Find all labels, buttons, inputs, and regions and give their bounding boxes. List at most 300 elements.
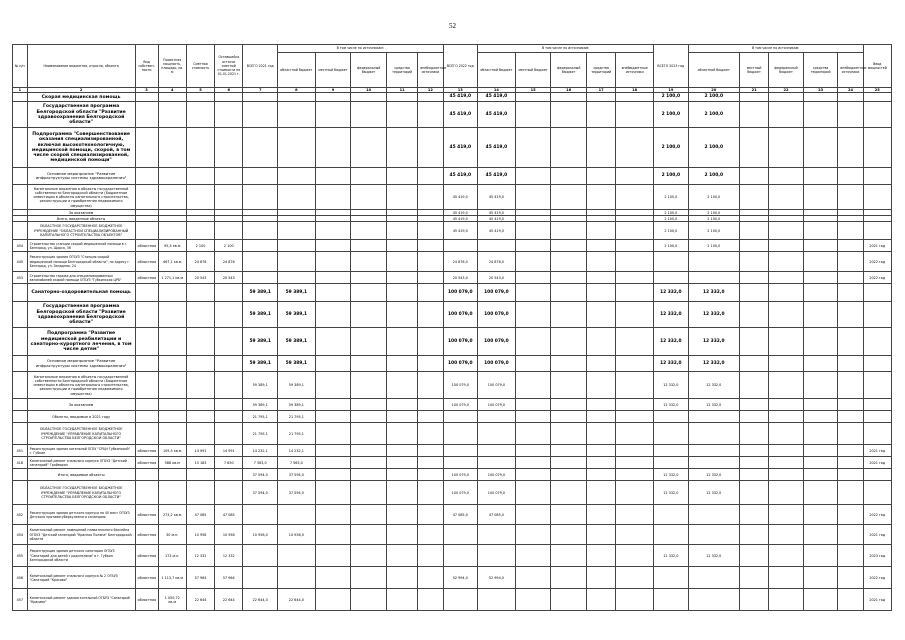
row-cell-c <box>863 302 891 328</box>
row-cell-x1 <box>418 457 443 469</box>
source-subheader: внебюджетные источники <box>838 53 863 88</box>
row-cell-o1: 37 594,0 <box>277 481 315 505</box>
row-cell-m2 <box>515 481 551 505</box>
source-subheader: областной бюджет <box>478 53 516 88</box>
row-cell-num <box>13 102 28 128</box>
row-cell-cap: 30 м.п. <box>158 525 186 545</box>
row-cell-type <box>135 93 158 102</box>
row-cell-t1: 21 795,1 <box>243 411 278 423</box>
row-cell-type <box>135 411 158 423</box>
row-cell-cost: 24 876 <box>186 252 214 272</box>
col-remaining-header: Оставшийся остаток сметной стоимости на 01.01.2021 г. <box>215 45 243 88</box>
source-subheader: областной бюджет <box>277 53 315 88</box>
row-name-cell: Капитальные вложения в объекты государственной собственности Белгородской области (Бюджетные инвестиции в объекты капитального строительства, реконструкции и приобретения недвижимого имущества) <box>27 372 135 399</box>
row-cell-type <box>135 128 158 168</box>
row-cell-o1: 59 389,1 <box>277 328 315 356</box>
row-cell-o2: 20 543,0 <box>478 272 516 284</box>
col-num-header: № п/п <box>13 45 28 88</box>
row-cell-t2 <box>443 423 478 445</box>
row-cell-x1 <box>418 302 443 328</box>
column-index-cell: 7 <box>243 88 278 93</box>
column-index-cell: 5 <box>186 88 214 93</box>
row-cell-m3 <box>739 589 768 611</box>
table-row <box>13 545 892 567</box>
row-cell-m2 <box>515 102 551 128</box>
row-cell-cap: 1 050,72 кв.м <box>158 589 186 611</box>
row-cell-t1 <box>243 567 278 589</box>
row-cell-x1 <box>418 525 443 545</box>
row-cell-s2 <box>586 302 615 328</box>
row-cell-o3 <box>688 457 739 469</box>
row-cell-x2 <box>616 505 654 525</box>
row-cell-o1 <box>277 545 315 567</box>
row-cell-o1 <box>277 505 315 525</box>
row-cell-t3: 12 332,0 <box>654 372 689 399</box>
row-cell-cap: 95,4 кв.м <box>158 240 186 252</box>
row-cell-x1 <box>418 589 443 611</box>
row-cell-rem: 2 100 <box>215 240 243 252</box>
row-cell-s3 <box>803 457 838 469</box>
row-cell-f1 <box>351 481 387 505</box>
col-capacity-header: Проектная мощность, площадь, кв. м <box>158 45 186 88</box>
row-cell-f2 <box>551 481 587 505</box>
row-cell-f2 <box>551 505 587 525</box>
row-cell-s2 <box>586 589 615 611</box>
row-cell-f3 <box>769 445 804 457</box>
row-cell-m3 <box>739 411 768 423</box>
column-index-cell: 22 <box>769 88 804 93</box>
row-cell-t2: 100 079,0 <box>443 302 478 328</box>
col-name-header: Наименование ведомства, отрасли, объекта <box>27 45 135 88</box>
row-cell-cost <box>186 102 214 128</box>
row-cell-rem <box>215 469 243 481</box>
table-body <box>13 93 892 611</box>
row-cell-o3: 12 332,0 <box>688 399 739 411</box>
row-cell-cap <box>158 185 186 210</box>
row-cell-s1 <box>386 302 417 328</box>
column-index-cell: 14 <box>478 88 516 93</box>
row-cell-m3 <box>739 469 768 481</box>
row-name-cell: За оказанием <box>27 210 135 216</box>
row-cell-o1: 7 563,0 <box>277 457 315 469</box>
row-cell-t2: 45 419,0 <box>443 93 478 102</box>
row-cell-t2 <box>443 457 478 469</box>
row-name-cell: Капитальный ремонт здания котельной ОГБУЗ "Санаторий "Красиво" <box>27 589 135 611</box>
row-cell-cap <box>158 222 186 240</box>
row-cell-x3 <box>838 284 863 302</box>
row-cell-cost: 2 100 <box>186 240 214 252</box>
row-cell-f2 <box>551 93 587 102</box>
row-name-cell: Подпрограмма "Развитие медицинской реабилитации и санаторно-курортного лечения, в том числе детям" <box>27 328 135 356</box>
row-cell-s3 <box>803 445 838 457</box>
row-cell-s1 <box>386 102 417 128</box>
source-subheader: внебюджетные источники <box>616 53 654 88</box>
row-cell-rem <box>215 356 243 372</box>
row-cell-t3: 12 332,0 <box>654 545 689 567</box>
row-cell-f3 <box>769 284 804 302</box>
row-cell-t1 <box>243 252 278 272</box>
row-cell-s1 <box>386 240 417 252</box>
row-cell-x2 <box>616 372 654 399</box>
row-cell-f3 <box>769 525 804 545</box>
table-row <box>13 399 892 411</box>
row-cell-c <box>863 185 891 210</box>
row-cell-cost <box>186 399 214 411</box>
row-cell-s3 <box>803 272 838 284</box>
row-cell-t3: 2 100,0 <box>654 128 689 168</box>
row-cell-x3 <box>838 445 863 457</box>
row-cell-o3: 2 100,0 <box>688 93 739 102</box>
row-cell-t2 <box>443 411 478 423</box>
page-number: 52 <box>449 22 456 30</box>
row-cell-x1 <box>418 185 443 210</box>
row-cell-x2 <box>616 102 654 128</box>
row-cell-m2 <box>515 372 551 399</box>
row-cell-rem <box>215 93 243 102</box>
row-cell-m1 <box>315 505 351 525</box>
row-cell-f2 <box>551 545 587 567</box>
row-cell-o3 <box>688 272 739 284</box>
row-cell-o2: 100 079,0 <box>478 356 516 372</box>
row-cell-m3 <box>739 128 768 168</box>
row-cell-x2 <box>616 423 654 445</box>
row-cell-t3 <box>654 272 689 284</box>
row-cell-t2: 100 079,0 <box>443 372 478 399</box>
row-cell-m2 <box>515 222 551 240</box>
table-row <box>13 411 892 423</box>
row-cell-type <box>135 222 158 240</box>
row-cell-s3 <box>803 222 838 240</box>
table-row <box>13 481 892 505</box>
row-cell-x3 <box>838 168 863 185</box>
row-cell-f2 <box>551 399 587 411</box>
row-cell-x1 <box>418 469 443 481</box>
row-cell-cap <box>158 356 186 372</box>
row-cell-f1 <box>351 328 387 356</box>
column-index-cell: 1 <box>13 88 28 93</box>
row-cell-f3 <box>769 469 804 481</box>
row-cell-t3: 2 100,0 <box>654 185 689 210</box>
row-cell-s1 <box>386 128 417 168</box>
row-cell-t3: 2 100,0 <box>654 168 689 185</box>
row-cell-t1 <box>243 545 278 567</box>
row-cell-s1 <box>386 372 417 399</box>
row-cell-s3 <box>803 356 838 372</box>
row-cell-s2 <box>586 356 615 372</box>
row-cell-s1 <box>386 469 417 481</box>
row-cell-cost: 57 964 <box>186 567 214 589</box>
row-cell-m1 <box>315 240 351 252</box>
row-name-cell: Подпрограмма "Совершенствование оказания специализированной, включая высокотехнологичную, медицинской помощи, скорой, в том числе скорой специализированной, медицинской помощи" <box>27 128 135 168</box>
row-cell-x3 <box>838 505 863 525</box>
row-cell-s3 <box>803 589 838 611</box>
row-cell-o2: 47 085,0 <box>478 505 516 525</box>
row-cell-m1 <box>315 128 351 168</box>
row-cell-x1 <box>418 222 443 240</box>
row-cell-o1: 59 389,1 <box>277 284 315 302</box>
row-cell-cap <box>158 93 186 102</box>
row-name-cell: Всего, введенные объекты <box>27 216 135 222</box>
row-cell-t2: 24 876,0 <box>443 252 478 272</box>
row-cell-f2 <box>551 525 587 545</box>
row-cell-x1 <box>418 481 443 505</box>
row-cell-t3 <box>654 525 689 545</box>
row-cell-s1 <box>386 356 417 372</box>
row-cell-m3 <box>739 168 768 185</box>
row-cell-m1 <box>315 356 351 372</box>
row-cell-o2: 45 419,0 <box>478 128 516 168</box>
row-cell-x3 <box>838 457 863 469</box>
row-cell-t2 <box>443 240 478 252</box>
row-cell-m2 <box>515 567 551 589</box>
row-cell-m1 <box>315 102 351 128</box>
row-cell-f1 <box>351 445 387 457</box>
row-cell-s2 <box>586 168 615 185</box>
row-cell-f3 <box>769 93 804 102</box>
row-cell-x3 <box>838 423 863 445</box>
row-cell-m3 <box>739 328 768 356</box>
row-cell-o3: 2 100,0 <box>688 222 739 240</box>
row-cell-num <box>13 356 28 372</box>
row-cell-c: 2021 год <box>863 457 891 469</box>
row-cell-x1 <box>418 128 443 168</box>
row-cell-m3 <box>739 372 768 399</box>
row-cell-t2: 100 079,0 <box>443 284 478 302</box>
row-cell-x1 <box>418 445 443 457</box>
row-cell-o2: 100 079,0 <box>478 302 516 328</box>
row-cell-s1 <box>386 399 417 411</box>
row-cell-f3 <box>769 545 804 567</box>
row-name-cell: Реконструкция здания ОГБУЗ "Станция скорой медицинской помощи Белгородской области", по адресу г. Белгород, ул. Западная, 24 <box>27 252 135 272</box>
row-cell-c <box>863 399 891 411</box>
table-row <box>13 272 892 284</box>
row-cell-x3 <box>838 481 863 505</box>
row-cell-num: 451 <box>13 445 28 457</box>
row-cell-s3 <box>803 411 838 423</box>
row-cell-cost <box>186 481 214 505</box>
row-cell-m3 <box>739 93 768 102</box>
row-cell-t2: 20 543,0 <box>443 272 478 284</box>
row-cell-x1 <box>418 356 443 372</box>
row-cell-m3 <box>739 102 768 128</box>
row-cell-m1 <box>315 252 351 272</box>
row-cell-t2: 45 419,0 <box>443 128 478 168</box>
row-cell-o1: 59 389,1 <box>277 356 315 372</box>
row-cell-f1 <box>351 423 387 445</box>
column-index-cell: 13 <box>443 88 478 93</box>
row-cell-o1 <box>277 168 315 185</box>
sources-2023-header: В том числе по источникам: <box>688 45 863 53</box>
column-index-cell: 17 <box>586 88 615 93</box>
row-cell-s2 <box>586 185 615 210</box>
row-cell-m3 <box>739 423 768 445</box>
row-cell-x1 <box>418 93 443 102</box>
row-cell-o2: 100 079,0 <box>478 399 516 411</box>
row-cell-t2: 100 079,0 <box>443 399 478 411</box>
row-cell-x1 <box>418 399 443 411</box>
row-cell-rem: 47 085 <box>215 505 243 525</box>
row-cell-m1 <box>315 545 351 567</box>
row-cell-type: областная <box>135 252 158 272</box>
row-cell-m2 <box>515 128 551 168</box>
row-cell-m2 <box>515 252 551 272</box>
row-cell-t3 <box>654 423 689 445</box>
table-row <box>13 525 892 545</box>
row-cell-rem: 10 958 <box>215 525 243 545</box>
row-cell-s3 <box>803 328 838 356</box>
row-cell-f3 <box>769 252 804 272</box>
row-cell-c: 2022 год <box>863 252 891 272</box>
row-cell-m2 <box>515 284 551 302</box>
row-cell-type: областная <box>135 457 158 469</box>
source-subheader: средства территорий <box>586 53 615 88</box>
row-cell-s1 <box>386 567 417 589</box>
row-cell-f3 <box>769 505 804 525</box>
row-cell-f3 <box>769 102 804 128</box>
row-cell-cap <box>158 399 186 411</box>
row-cell-x3 <box>838 372 863 399</box>
row-cell-t2: 100 079,0 <box>443 469 478 481</box>
row-cell-t1: 22 644,0 <box>243 589 278 611</box>
row-cell-t3: 12 332,0 <box>654 399 689 411</box>
row-cell-x3 <box>838 222 863 240</box>
row-cell-f1 <box>351 589 387 611</box>
row-cell-x2 <box>616 567 654 589</box>
row-cell-type <box>135 302 158 328</box>
row-cell-m2 <box>515 589 551 611</box>
row-cell-x3 <box>838 399 863 411</box>
row-cell-num: 456 <box>13 567 28 589</box>
row-cell-m1 <box>315 567 351 589</box>
row-name-cell: Скорая медицинская помощь <box>27 93 135 102</box>
source-subheader: средства территорий <box>386 53 417 88</box>
row-cell-cap: 467,1 кв.м <box>158 252 186 272</box>
row-cell-t2 <box>443 589 478 611</box>
col-cost-header: Сметная стоимость <box>186 45 214 88</box>
row-cell-o1: 59 389,1 <box>277 372 315 399</box>
row-cell-o2: 100 079,0 <box>478 481 516 505</box>
row-cell-type <box>135 372 158 399</box>
row-cell-x2 <box>616 252 654 272</box>
row-cell-cost: 47 085 <box>186 505 214 525</box>
row-cell-x1 <box>418 567 443 589</box>
row-cell-m3 <box>739 284 768 302</box>
row-cell-x3 <box>838 567 863 589</box>
row-cell-cost <box>186 302 214 328</box>
table-row <box>13 252 892 272</box>
row-cell-o3 <box>688 505 739 525</box>
col-commission-header: Ввод мощностей <box>863 45 891 88</box>
row-cell-rem: 22 644 <box>215 589 243 611</box>
row-cell-x1 <box>418 272 443 284</box>
row-cell-f2 <box>551 222 587 240</box>
row-cell-f2 <box>551 302 587 328</box>
row-cell-t2: 100 079,0 <box>443 481 478 505</box>
row-cell-x2 <box>616 411 654 423</box>
row-cell-f1 <box>351 222 387 240</box>
row-cell-s2 <box>586 423 615 445</box>
row-cell-c <box>863 481 891 505</box>
row-cell-s2 <box>586 128 615 168</box>
col-type-header: Вид собствен-ности <box>135 45 158 88</box>
row-cell-m1 <box>315 328 351 356</box>
row-cell-rem <box>215 102 243 128</box>
row-cell-t3 <box>654 567 689 589</box>
column-index-cell: 23 <box>803 88 838 93</box>
row-name-cell: Реконструкция здания детского корпуса на 40 мест ОГБУЗ Детского противотуберкулезного санатория <box>27 505 135 525</box>
row-cell-num: 453 <box>13 272 28 284</box>
row-cell-m3 <box>739 252 768 272</box>
row-cell-f1 <box>351 411 387 423</box>
row-cell-s2 <box>586 445 615 457</box>
row-cell-x2 <box>616 328 654 356</box>
row-cell-rem: 12 332 <box>215 545 243 567</box>
table-row <box>13 328 892 356</box>
row-cell-t3: 12 332,0 <box>654 469 689 481</box>
row-cell-s1 <box>386 505 417 525</box>
table-row <box>13 356 892 372</box>
row-cell-cap <box>158 168 186 185</box>
source-subheader: федеральный бюджет <box>351 53 387 88</box>
row-cell-cost <box>186 372 214 399</box>
row-cell-f1 <box>351 240 387 252</box>
row-cell-o1 <box>277 567 315 589</box>
row-cell-x3 <box>838 93 863 102</box>
row-cell-x3 <box>838 469 863 481</box>
row-cell-cap <box>158 469 186 481</box>
row-cell-s3 <box>803 168 838 185</box>
row-cell-f1 <box>351 272 387 284</box>
row-cell-m1 <box>315 481 351 505</box>
row-cell-type <box>135 328 158 356</box>
column-index-cell: 15 <box>515 88 551 93</box>
table-row <box>13 567 892 589</box>
row-cell-t2: 45 419,0 <box>443 168 478 185</box>
row-cell-t3: 2 100,0 <box>654 222 689 240</box>
row-cell-type: областная <box>135 505 158 525</box>
row-cell-s2 <box>586 545 615 567</box>
row-cell-o2: 45 419,0 <box>478 185 516 210</box>
row-cell-o3: 12 332,0 <box>688 302 739 328</box>
row-cell-o1: 21 795,1 <box>277 423 315 445</box>
row-name-cell: Капитальный ремонт спального корпуса № 2 ОГБУЗ "Санаторий "Красиво" <box>27 567 135 589</box>
row-cell-f1 <box>351 372 387 399</box>
row-cell-o2: 45 419,0 <box>478 210 516 216</box>
row-cell-s2 <box>586 272 615 284</box>
row-cell-s2 <box>586 372 615 399</box>
row-cell-cost <box>186 411 214 423</box>
row-cell-s1 <box>386 284 417 302</box>
row-cell-o2 <box>478 525 516 545</box>
row-cell-m2 <box>515 399 551 411</box>
row-cell-f3 <box>769 328 804 356</box>
row-cell-f3 <box>769 567 804 589</box>
row-cell-t1 <box>243 240 278 252</box>
row-name-cell: Строительство станции скорой медицинской помощи в г. Белгород, ул. Щорса, 36 <box>27 240 135 252</box>
row-cell-o2: 52 994,0 <box>478 567 516 589</box>
row-cell-o3: 2 100,0 <box>688 210 739 216</box>
row-cell-s3 <box>803 525 838 545</box>
row-cell-o1 <box>277 128 315 168</box>
source-subheader: областной бюджет <box>688 53 739 88</box>
row-cell-m3 <box>739 399 768 411</box>
column-index-cell: 12 <box>418 88 443 93</box>
row-cell-cost: 12 332 <box>186 545 214 567</box>
row-cell-t1 <box>243 102 278 128</box>
row-cell-t2: 52 994,0 <box>443 567 478 589</box>
row-cell-o1 <box>277 252 315 272</box>
row-cell-cap: 173 м.п. <box>158 545 186 567</box>
